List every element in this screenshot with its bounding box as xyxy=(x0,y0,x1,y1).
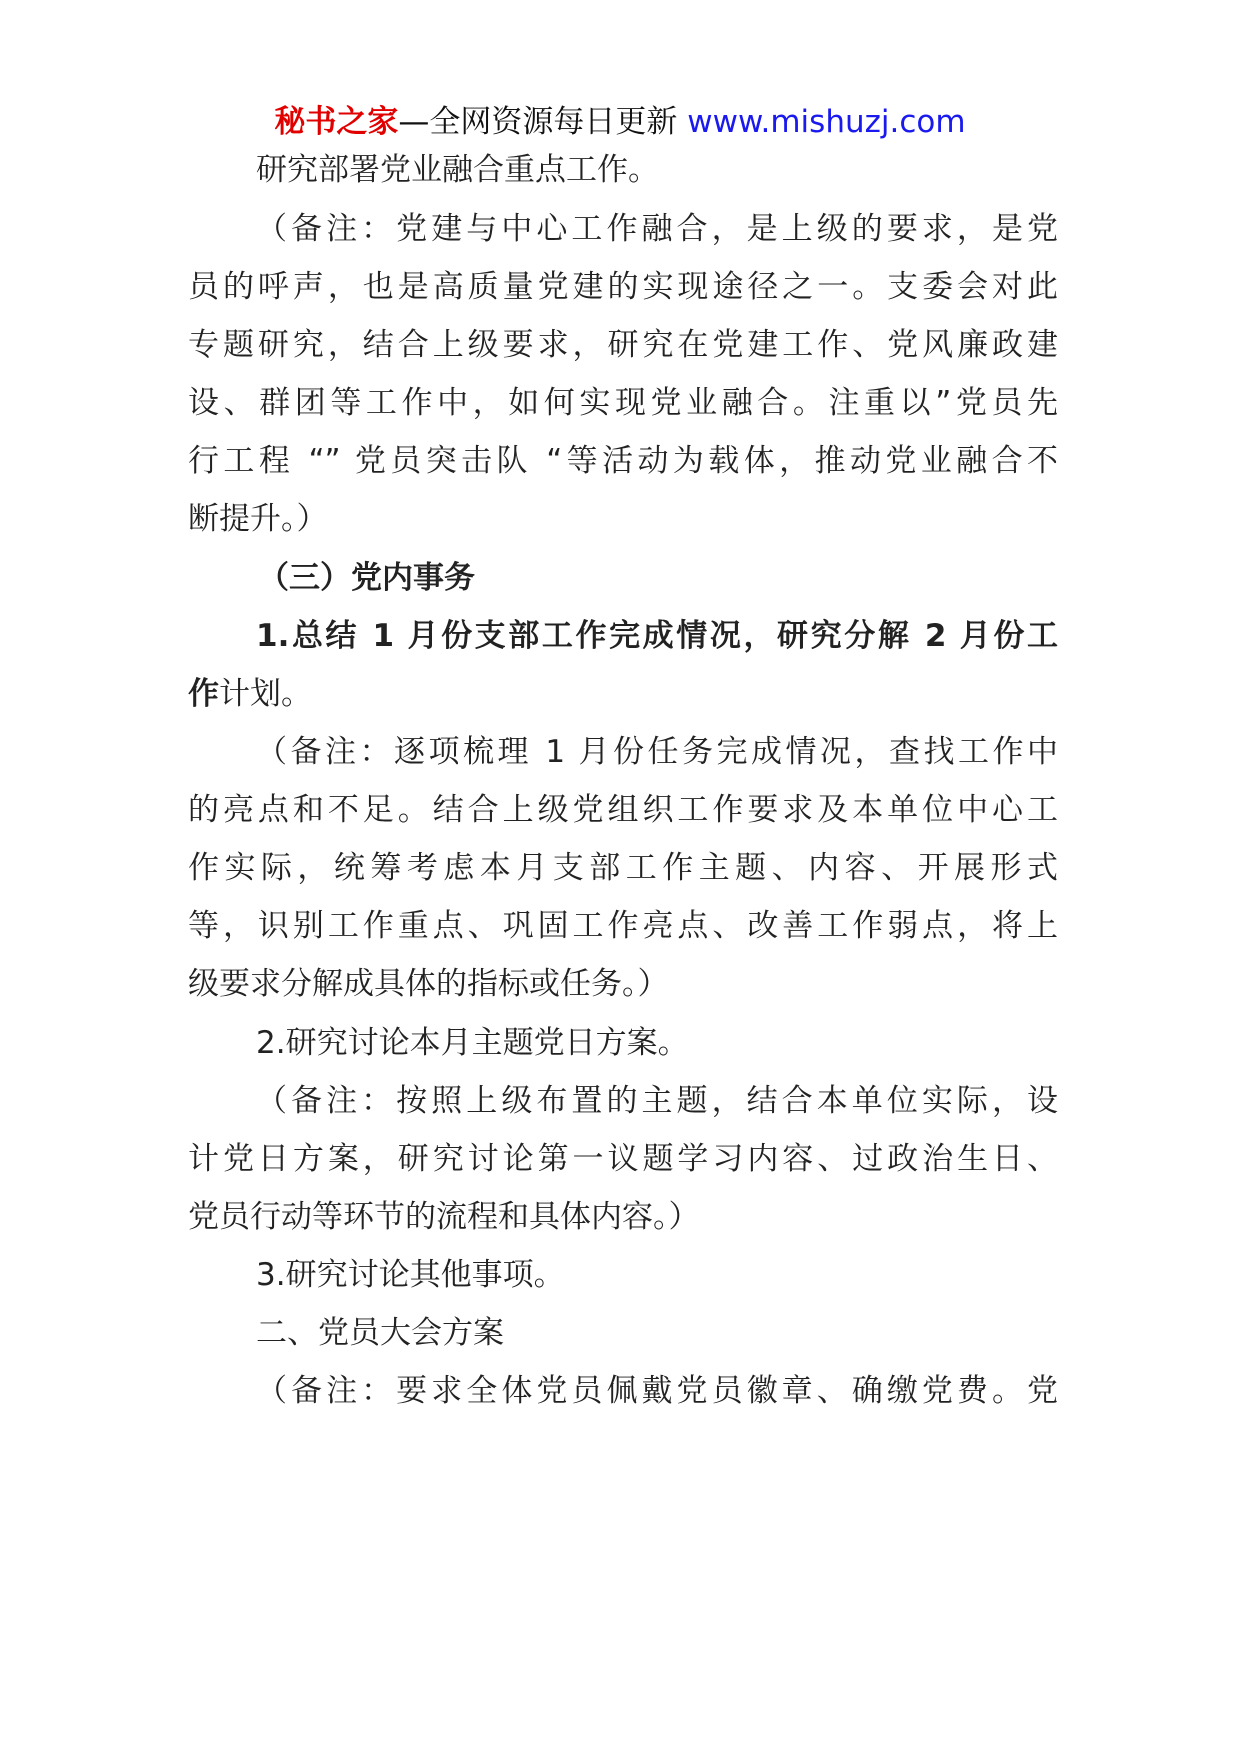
paragraph-line: 员的呼声，也是高质量党建的实现途径之一。支委会对此 xyxy=(188,269,1058,305)
paragraph-line: （备注：党建与中心工作融合，是上级的要求，是党 xyxy=(256,211,1058,247)
page-header xyxy=(0,102,1240,142)
paragraph-line: 作实际，统筹考虑本月支部工作主题、内容、开展形式 xyxy=(188,850,1058,886)
paragraph-line: 级要求分解成具体的指标或任务。） xyxy=(188,966,669,1002)
paragraph-line: 2.研究讨论本月主题党日方案。 xyxy=(256,1025,689,1061)
paragraph-line: 的亮点和不足。结合上级党组织工作要求及本单位中心工 xyxy=(188,792,1058,828)
brand-name: 秘书之家 xyxy=(274,104,399,140)
subheading-end-text: 计划。 xyxy=(219,676,312,712)
site-url-link[interactable]: www.mishuzj.com xyxy=(687,104,966,140)
paragraph-line: （备注：要求全体党员佩戴党员徽章、确缴党费。党 xyxy=(256,1373,1058,1409)
paragraph-line: 专题研究，结合上级要求，研究在党建工作、党风廉政建 xyxy=(188,327,1058,363)
paragraph-line: 3.研究讨论其他事项。 xyxy=(256,1257,565,1293)
paragraph-line: 断提升。） xyxy=(188,501,328,537)
paragraph-line: （备注：按照上级布置的主题，结合本单位实际，设 xyxy=(256,1083,1058,1119)
subheading-line-end xyxy=(188,672,1058,716)
paragraph-line: 等，识别工作重点、巩固工作亮点、改善工作弱点，将上 xyxy=(188,908,1058,944)
paragraph-line: 设、群团等工作中，如何实现党业融合。注重以”党员先 xyxy=(188,385,1058,421)
section-heading: （三）党内事务 xyxy=(258,560,475,596)
subheading-end-bold: 作 xyxy=(188,676,219,712)
header-slogan: —全网资源每日更新 xyxy=(398,104,688,140)
subheading-line: 1.总结 1 月份支部工作完成情况，研究分解 2 月份工 xyxy=(256,618,1058,654)
paragraph-line: 行工程 “” 党员突击队 “等活动为载体，推动党业融合不 xyxy=(188,443,1058,479)
paragraph-line: 研究部署党业融合重点工作。 xyxy=(256,152,659,188)
paragraph-line: （备注：逐项梳理 1 月份任务完成情况，查找工作中 xyxy=(256,734,1058,770)
paragraph-line: 计党日方案，研究讨论第一议题学习内容、过政治生日、 xyxy=(188,1141,1058,1177)
paragraph-line: 党员行动等环节的流程和具体内容。） xyxy=(188,1199,700,1235)
section-heading-2: 二、党员大会方案 xyxy=(256,1315,504,1351)
